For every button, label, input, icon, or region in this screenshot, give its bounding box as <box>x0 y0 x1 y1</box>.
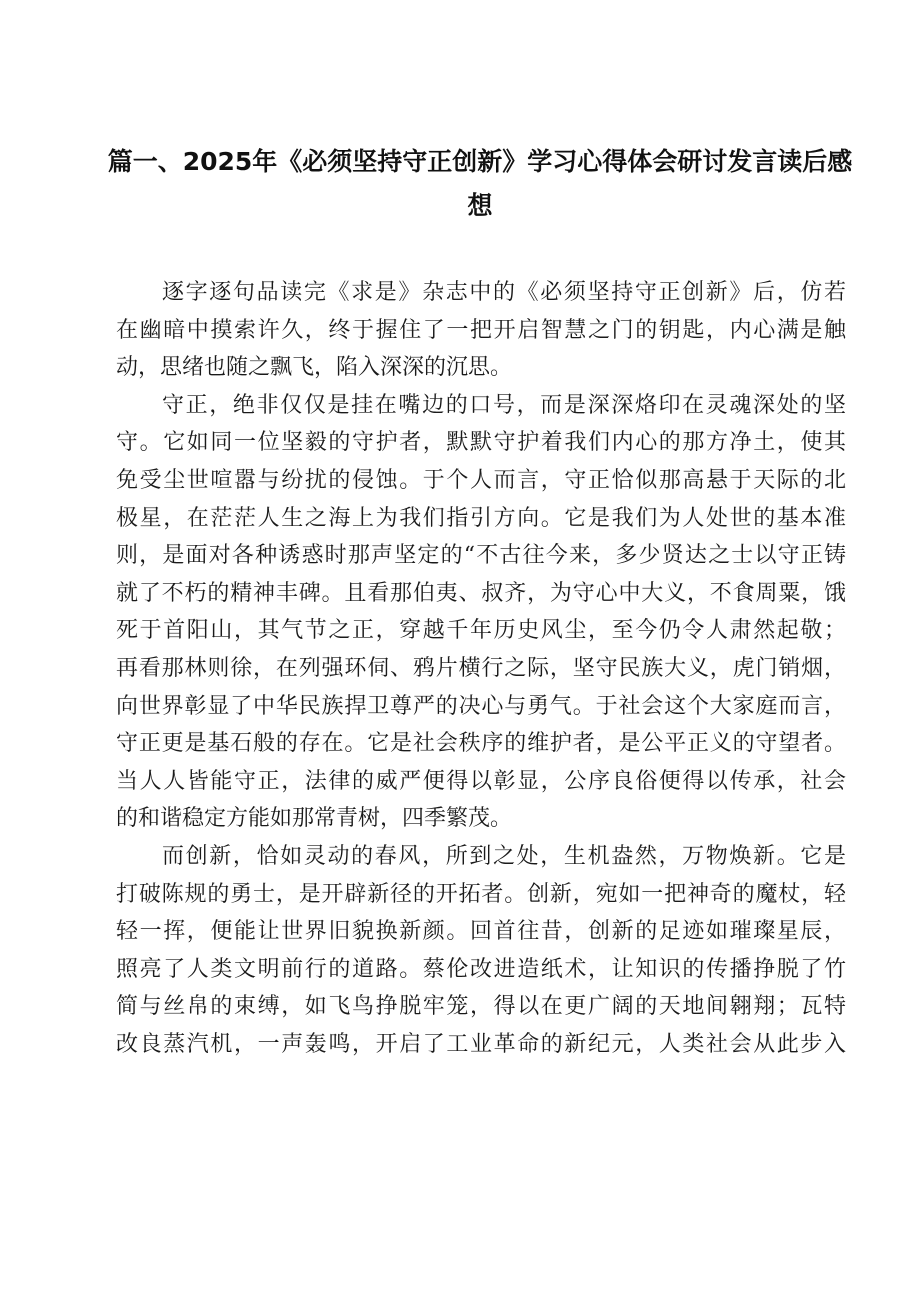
paragraph-2-line-8: 再看那林则徐，在列强环伺、鸦片横行之际，坚守民族大义，虎门销烟， <box>116 655 846 681</box>
paragraph-2-line-1: 守正，绝非仅仅是挂在嘴边的口号，而是深深烙印在灵魂深处的坚 <box>162 392 846 418</box>
paragraph-3-line-5: 简与丝帛的束缚，如飞鸟挣脱牢笼，得以在更广阔的天地间翱翔；瓦特 <box>116 994 846 1020</box>
title-line-1: 篇一、2025年《必须坚持守正创新》学习心得体会研讨发言读后感 <box>107 147 853 176</box>
document-title <box>100 140 860 228</box>
paragraph-1-line-1: 逐字逐句品读完《求是》杂志中的《必须坚持守正创新》后，仿若 <box>162 280 846 305</box>
paragraph-2-line-2: 守。它如同一位坚毅的守护者，默默守护着我们内心的那方净土，使其 <box>116 430 846 456</box>
paragraph-1-line-2: 在幽暗中摸索许久，终于握住了一把开启智慧之门的钥匙，内心满是触 <box>116 317 846 343</box>
paragraph-2-line-3: 免受尘世喧嚣与纷扰的侵蚀。于个人而言，守正恰似那高悬于天际的北 <box>116 467 846 493</box>
document-body <box>116 274 846 1063</box>
paragraph-3-line-2: 打破陈规的勇士，是开辟新径的开拓者。创新，宛如一把神奇的魔杖，轻 <box>116 881 846 907</box>
paragraph-2-line-5: 则，是面对各种诱惑时那声坚定的“不古往今来，多少贤达之士以守正铸 <box>116 543 846 569</box>
paragraph-2-line-11: 当人人皆能守正，法律的威严便得以彰显，公序良俗便得以传承，社会 <box>116 768 846 794</box>
title-line-2: 想 <box>467 191 493 220</box>
paragraph-3-line-4: 照亮了人类文明前行的道路。蔡伦改进造纸术，让知识的传播挣脱了竹 <box>116 956 846 982</box>
paragraph-2-line-4: 极星，在茫茫人生之海上为我们指引方向。它是我们为人处世的基本准 <box>116 505 846 531</box>
paragraph-3-line-1: 而创新，恰如灵动的春风，所到之处，生机盎然，万物焕新。它是 <box>162 843 846 869</box>
paragraph-2-line-9: 向世界彰显了中华民族捍卫尊严的决心与勇气。于社会这个大家庭而言， <box>116 693 846 719</box>
paragraph-3-line-3: 轻一挥，便能让世界旧貌换新颜。回首往昔，创新的足迹如璀璨星辰， <box>116 919 846 945</box>
paragraph-2-line-6: 就了不朽的精神丰碑。且看那伯夷、叔齐，为守心中大义，不食周粟，饿 <box>116 580 846 606</box>
paragraph-2-line-10: 守正更是基石般的存在。它是社会秩序的维护者，是公平正义的守望者。 <box>116 731 846 757</box>
paragraph-1-line-3: 动，思绪也随之飘飞，陷入深深的沉思。 <box>116 355 513 381</box>
paragraph-2-line-7: 死于首阳山，其气节之正，穿越千年历史风尘，至今仍令人肃然起敬； <box>116 618 846 644</box>
paragraph-2-line-12: 的和谐稳定方能如那常青树，四季繁茂。 <box>116 806 513 832</box>
paragraph-3-line-6: 改良蒸汽机，一声轰鸣，开启了工业革命的新纪元，人类社会从此步入 <box>116 1031 846 1057</box>
